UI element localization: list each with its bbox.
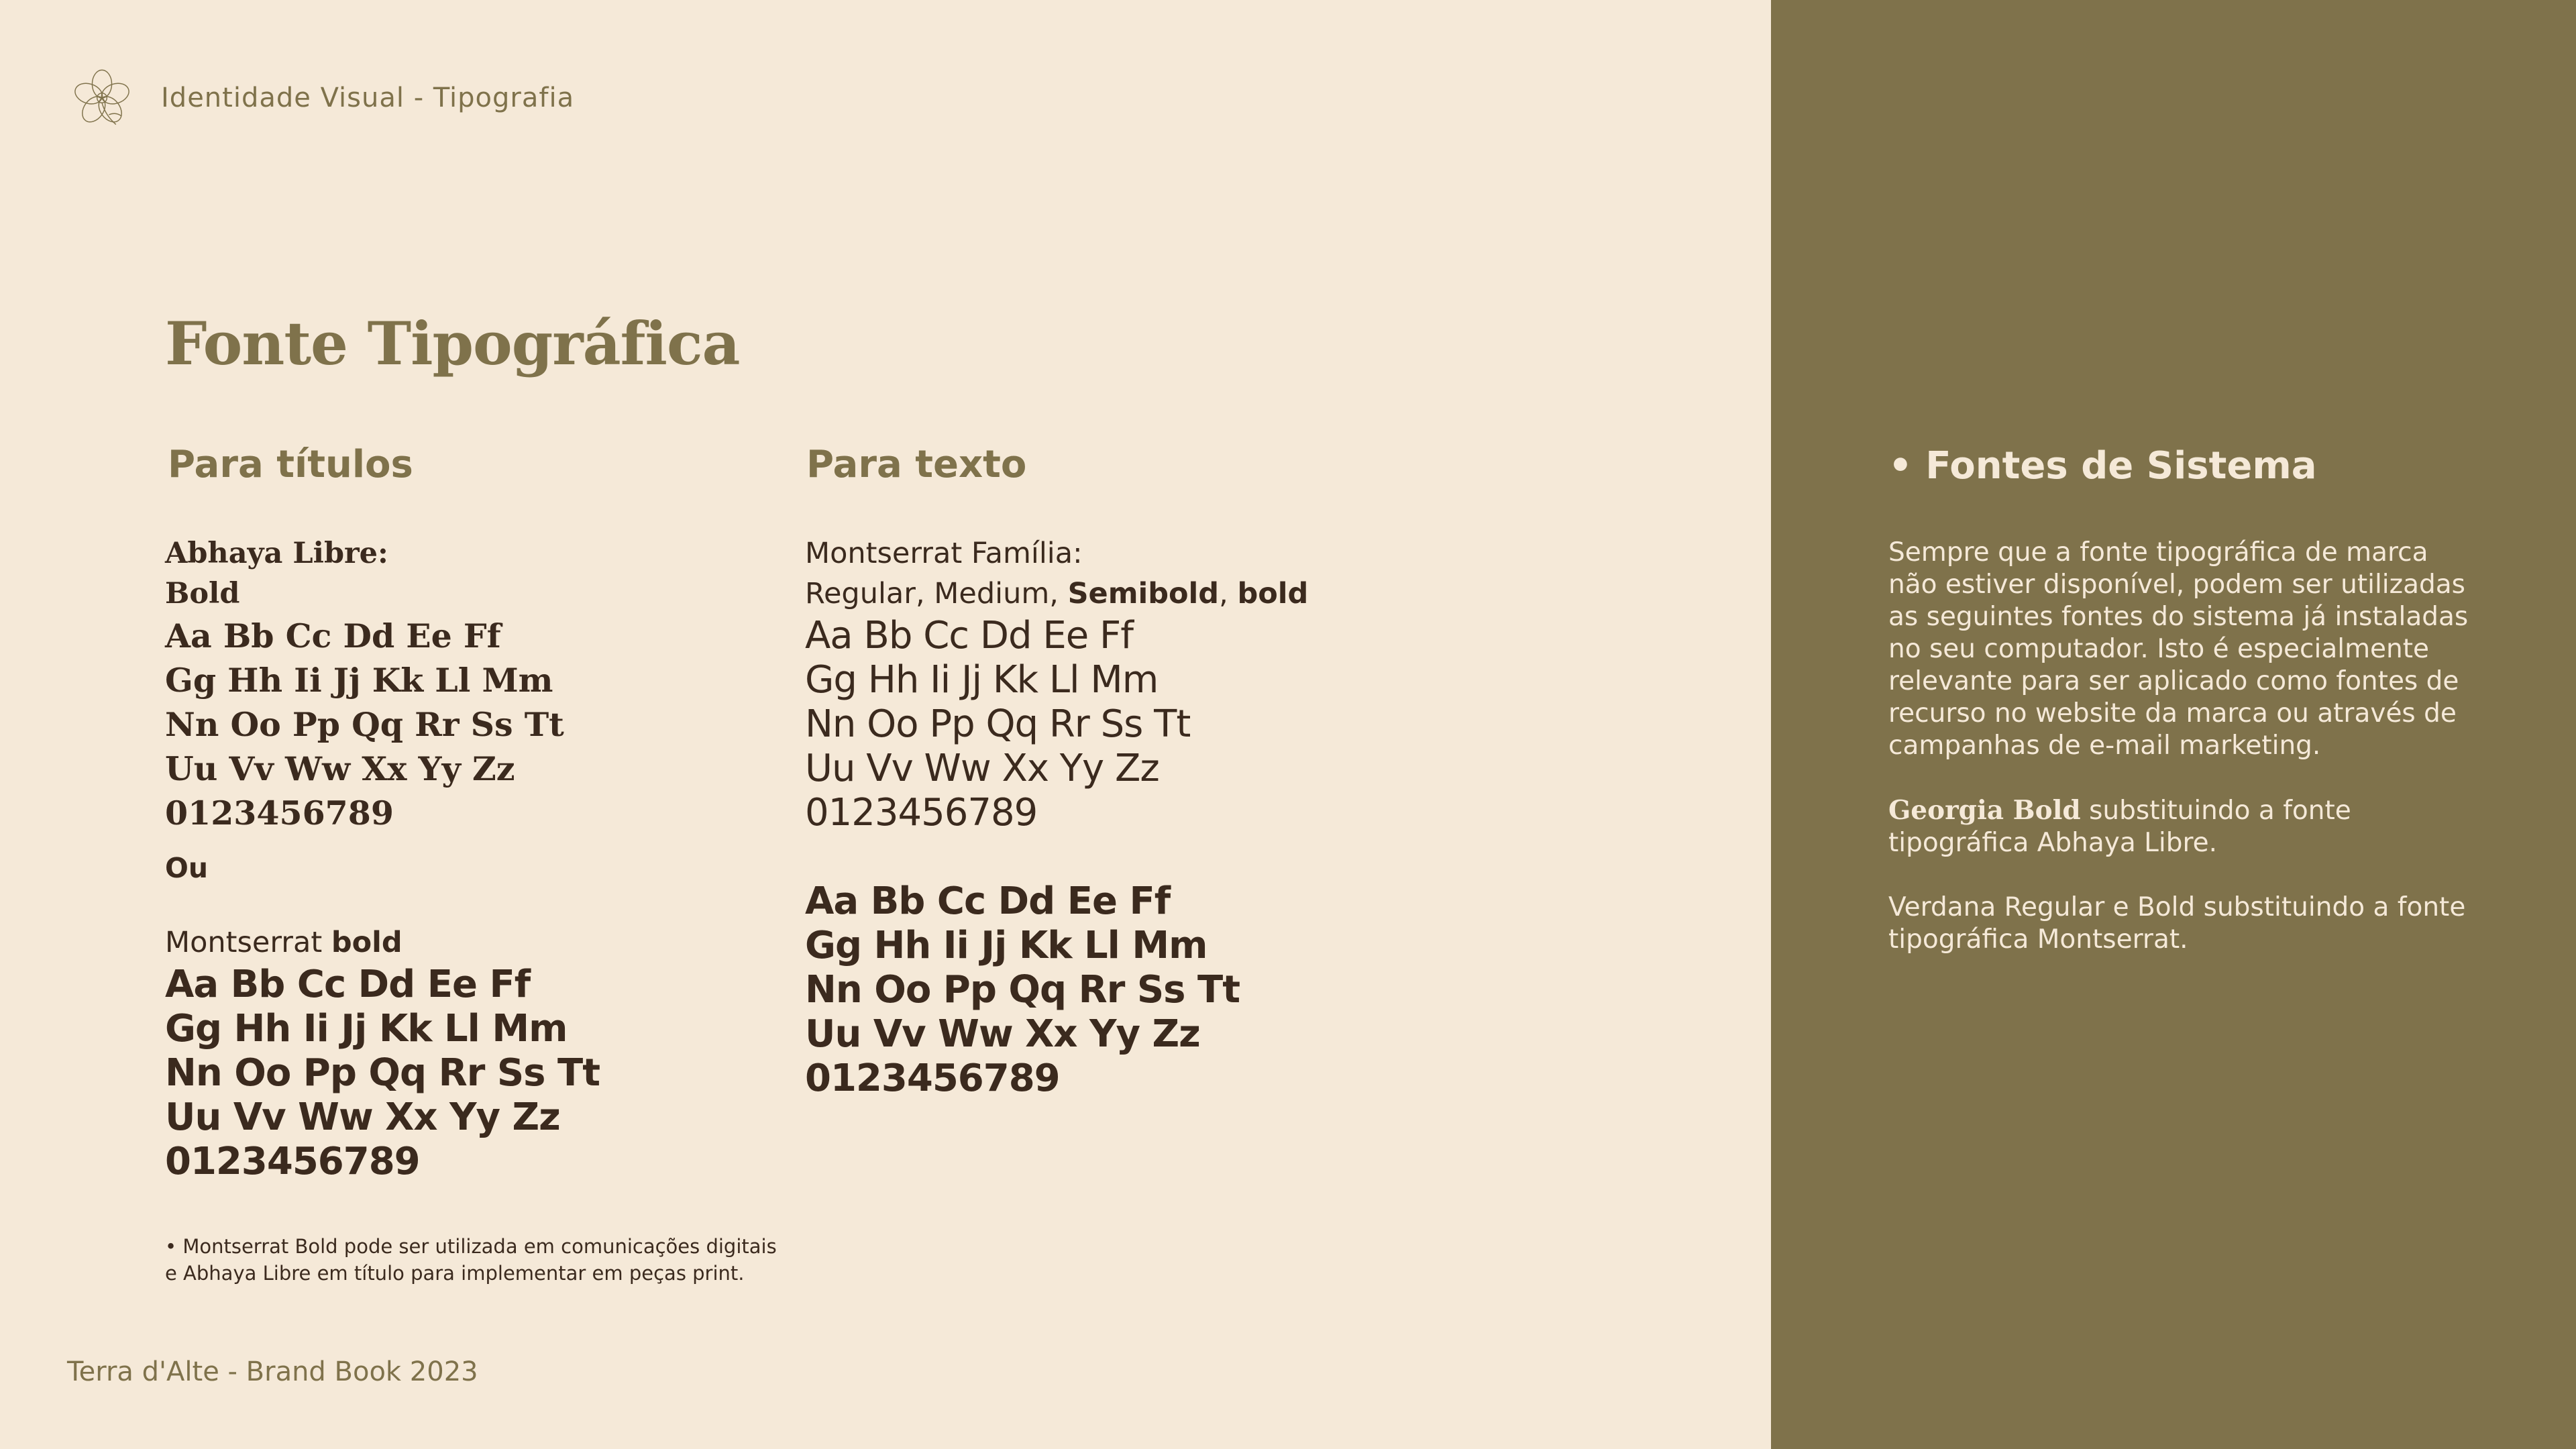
montserrat-bold-intro-regular: Montserrat (165, 926, 331, 959)
sidebar-title: • Fontes de Sistema (1888, 444, 2317, 488)
montserrat-regular-line-3: Nn Oo Pp Qq Rr Ss Tt (805, 702, 1191, 746)
montserrat-bold-text-digits: 0123456789 (805, 1057, 1060, 1100)
montserrat-bold-line-3: Nn Oo Pp Qq Rr Ss Tt (165, 1051, 600, 1095)
sidebar-text (1888, 537, 2479, 988)
abhaya-font-weight: Bold (165, 577, 240, 610)
weight-separator: , (1049, 577, 1068, 610)
montserrat-bold-text-line-3: Nn Oo Pp Qq Rr Ss Tt (805, 968, 1240, 1012)
montserrat-family-label: Montserrat Família: (805, 537, 1083, 570)
montserrat-bold-line-2: Gg Hh Ii Jj Kk Ll Mm (165, 1007, 568, 1051)
footer-text: Terra d'Alte - Brand Book 2023 (67, 1356, 478, 1387)
montserrat-bold-specimen (165, 922, 600, 1184)
sidebar-paragraph-2-rest: substituindo a fonte tipográfica Abhaya Libre. (1888, 796, 2351, 858)
weight-separator: , (915, 577, 934, 610)
abhaya-line-2: Gg Hh Ii Jj Kk Ll Mm (165, 661, 553, 700)
montserrat-weights-list (805, 574, 1308, 614)
titles-heading: Para títulos (168, 443, 413, 486)
montserrat-regular-line-1: Aa Bb Cc Dd Ee Ff (805, 614, 1133, 657)
sidebar-paragraph-1: Sempre que a fonte tipográfica de marca não estiver disponível, podem ser utilizadas as seguintes fontes do sistema já instaladas no seu computador. Isto é especialmente relevante para ser aplicado como fontes de recurso no website da marca ou através de campanhas de e-mail marketing. (1888, 537, 2469, 761)
montserrat-bold-text-line-1: Aa Bb Cc Dd Ee Ff (805, 879, 1171, 923)
page-title: Fonte Tipográfica (165, 309, 740, 378)
montserrat-family-specimen (805, 533, 1308, 1101)
abhaya-specimen (165, 533, 564, 835)
footnote-line-2: e Abhaya Libre em título para implementar em peças print. (165, 1262, 745, 1285)
weight-regular: Regular (805, 577, 916, 610)
footnote-line-1: • Montserrat Bold pode ser utilizada em comunicações digitais (165, 1235, 777, 1258)
header-title: Identidade Visual - Tipografia (161, 83, 575, 113)
abhaya-line-1: Aa Bb Cc Dd Ee Ff (165, 616, 501, 655)
montserrat-bold-intro-bold: bold (331, 926, 402, 959)
weight-medium: Medium (934, 577, 1050, 610)
georgia-bold-label: Georgia Bold (1888, 795, 2081, 826)
montserrat-bold-text-line-4: Uu Vv Ww Xx Yy Zz (805, 1012, 1200, 1056)
weight-separator: , (1219, 577, 1238, 610)
specimen-spacer (805, 835, 1308, 879)
montserrat-regular-digits: 0123456789 (805, 791, 1038, 835)
montserrat-bold-line-1: Aa Bb Cc Dd Ee Ff (165, 963, 531, 1006)
abhaya-digits: 0123456789 (165, 794, 394, 833)
abhaya-font-name: Abhaya Libre: (165, 537, 388, 570)
floral-logo-icon (67, 63, 137, 133)
montserrat-bold-digits: 0123456789 (165, 1140, 420, 1183)
montserrat-bold-intro (165, 922, 600, 963)
montserrat-bold-line-4: Uu Vv Ww Xx Yy Zz (165, 1095, 560, 1139)
abhaya-line-3: Nn Oo Pp Qq Rr Ss Tt (165, 705, 564, 744)
sidebar-paragraph-3: Verdana Regular e Bold substituindo a fonte tipográfica Montserrat. (1888, 892, 2466, 955)
text-heading: Para texto (806, 443, 1027, 486)
footnote (165, 1233, 777, 1287)
header (67, 64, 574, 131)
weight-semibold: Semibold (1067, 577, 1220, 610)
montserrat-bold-text-line-2: Gg Hh Ii Jj Kk Ll Mm (805, 924, 1208, 967)
sidebar-paragraph-2 (1888, 794, 2479, 859)
weight-bold: bold (1237, 577, 1309, 610)
montserrat-regular-line-4: Uu Vv Ww Xx Yy Zz (805, 747, 1159, 790)
montserrat-regular-line-2: Gg Hh Ii Jj Kk Ll Mm (805, 658, 1159, 702)
abhaya-line-4: Uu Vv Ww Xx Yy Zz (165, 749, 515, 788)
or-label: Ou (165, 852, 209, 884)
